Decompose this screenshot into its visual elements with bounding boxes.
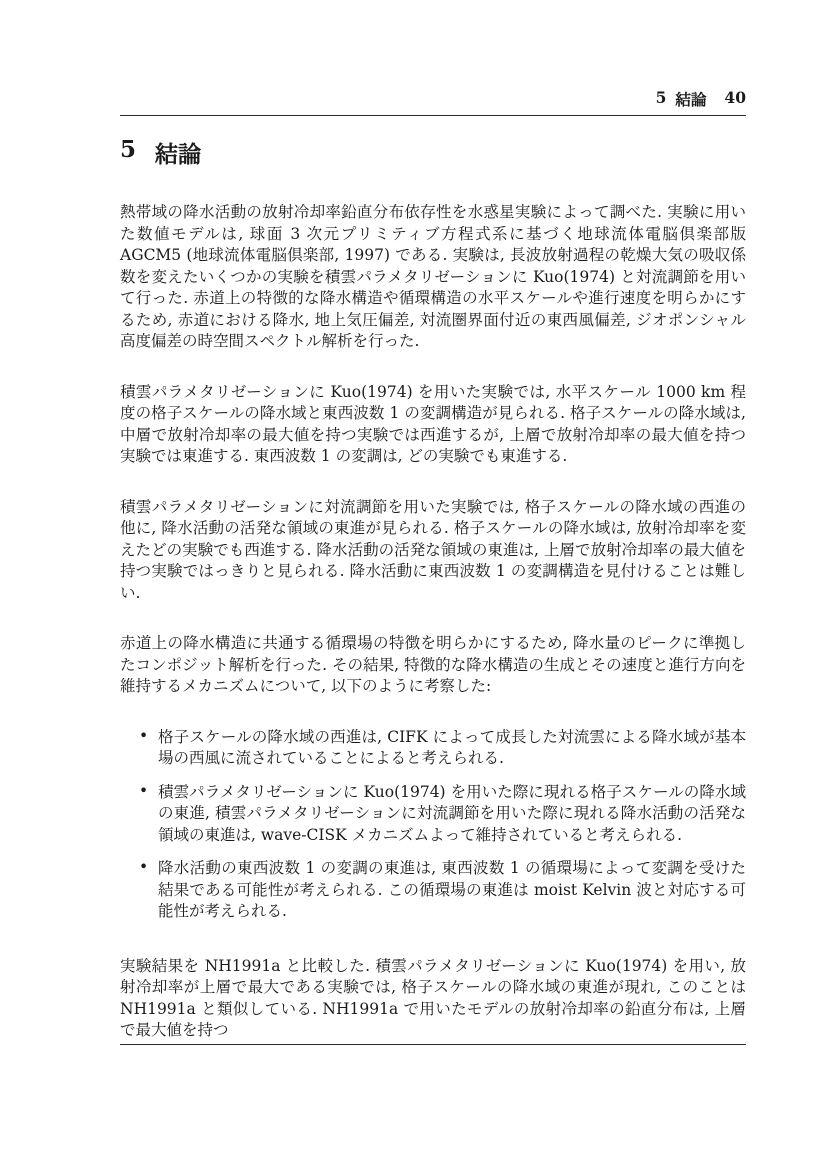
list-item-text: 降水活動の東西波数 1 の変調の東進は, 東西波数 1 の循環場によって変調を受けた結果である可能性が考えられる. この循環場の東進は moist Kelvin 波と対応する可能性が考えられる. — [158, 859, 746, 920]
list-item — [120, 782, 746, 847]
paragraph-convective-adjustment: 積雲パラメタリゼーションに対流調節を用いた実験では, 格子スケールの降水域の西進の他に, 降水活動の活発な領域の東進が見られる. 格子スケールの降水域は, 放射冷却率を変えたどの実験でも西進する. 降水活動の活発な領域の東進は, 上層で放射冷却率の最大値を持つ実験ではっきりと見られる. 降水活動に東西波数 1 の変調構造を見付けることは難しい. — [120, 497, 746, 602]
page-number: 40 — [724, 88, 746, 107]
paragraph-comparison: 実験結果を NH1991a と比較した. 積雲パラメタリゼーションに Kuo(1974) を用い, 放射冷却率が上層で最大である実験では, 格子スケールの降水域の東進が現れ, このことは NH1991a と類似している. NH1991a で用いたモデルの放射冷却率の鉛直分布は, 上層で最大値を持つ — [120, 956, 746, 1039]
running-header-section-title: 結論 — [675, 90, 707, 109]
section-heading-title: 結論 — [155, 141, 202, 168]
running-header-section — [656, 88, 707, 110]
bullet-icon: • — [139, 858, 149, 876]
body-text — [120, 202, 746, 1042]
paragraph-composite-analysis: 赤道上の降水構造に共通する循環場の特徴を明らかにするため, 降水量のピークに準拠したコンポジット解析を行った. その結果, 特徴的な降水構造の生成とその速度と進行方向を維持するメカニズムについて, 以下のように考察した: — [120, 634, 746, 695]
list-item-text: 積雲パラメタリゼーションに Kuo(1974) を用いた際に現れる格子スケールの降水域の東進, 積雲パラメタリゼーションに対流調節を用いた際に現れる降水活動の活発な領域の東進は, wave-CISK メカニズムよって維持されていると考えられる. — [158, 782, 746, 844]
list-item — [120, 858, 746, 923]
conclusion-list — [120, 727, 746, 923]
paragraph-intro: 熱帯域の降水活動の放射冷却率鉛直分布依存性を水惑星実験によって調べた. 実験に用いた数値モデルは, 球面 3 次元プリミティブ方程式系に基づく地球流体電脳倶楽部版 AGCM5 (地球流体電脳倶楽部, 1997) である. 実験は, 長波放射過程の乾燥大気の吸収係数を変えたいくつかの実験を積雲パラメタリゼーションに Kuo(1974) と対流調節を用いて行った. 赤道上の特徴的な降水構造や循環構造の水平スケールや進行速度を明らかにするため, 赤道における降水, 地上気圧偏差, 対流圏界面付近の東西風偏差, ジオポンシャル高度偏差の時空間スペクトル解析を行った. — [120, 203, 746, 350]
section-heading — [120, 136, 201, 169]
footer-rule — [120, 1044, 746, 1045]
list-item — [120, 727, 746, 770]
list-item-text: 格子スケールの降水域の西進は, CIFK によって成長した対流雲による降水域が基本場の西風に流されていることによると考えられる. — [158, 727, 746, 767]
bullet-icon: • — [139, 726, 149, 745]
running-header-section-number: 5 — [655, 88, 667, 107]
running-header — [120, 88, 746, 116]
bullet-icon: • — [139, 781, 149, 800]
section-heading-number: 5 — [120, 136, 137, 163]
paragraph-kuo-experiment: 積雲パラメタリゼーションに Kuo(1974) を用いた実験では, 水平スケール 1000 km 程度の格子スケールの降水域と東西波数 1 の変調構造が見られる. 格子スケールの降水域は, 中層で放射冷却率の最大値を持つ実験では西進するが, 上層で放射冷却率の最大値を持つ実験では東進する. 東西波数 1 の変調は, どの実験でも東進する. — [120, 382, 746, 465]
